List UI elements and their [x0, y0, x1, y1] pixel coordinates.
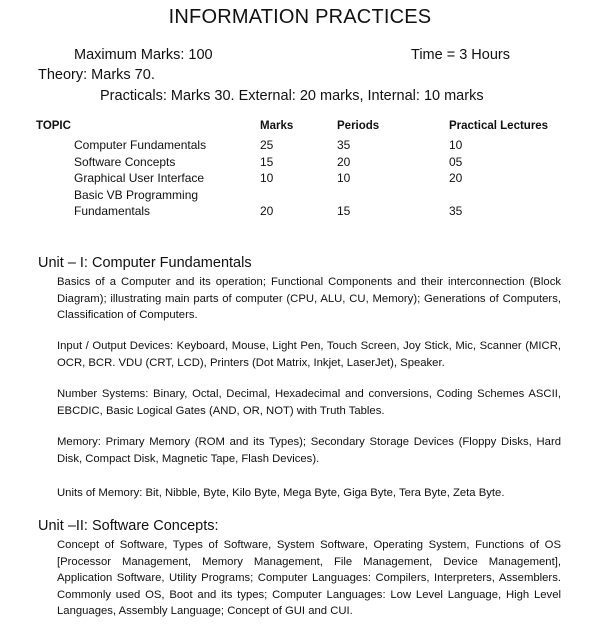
- row-marks: 10: [260, 171, 274, 185]
- table-row: [36, 188, 569, 205]
- row-periods: [337, 188, 449, 205]
- unit-1-paragraph-io-devices: Input / Output Devices: Keyboard, Mouse, Light Pen, Touch Screen, Joy Stick, Mic, Scanner (MICR, OCR, BCR. VDU (CRT, LCD), Printers (Dot Matrix, Inkjet, LaserJet), Speaker.: [57, 340, 561, 369]
- unit-1-heading: Unit – I: Computer Fundamentals: [38, 255, 252, 271]
- row-marks: 25: [260, 138, 274, 152]
- unit-2-heading: Unit –II: Software Concepts:: [38, 518, 219, 534]
- row-periods: 35: [337, 138, 351, 152]
- page-title: INFORMATION PRACTICES: [168, 6, 432, 28]
- row-marks: [260, 188, 337, 205]
- row-periods: 15: [337, 204, 351, 218]
- table-row: [36, 138, 569, 155]
- row-practical: [449, 188, 569, 205]
- topic-table-header: [36, 120, 569, 138]
- practical-marks: Practicals: Marks 30. External: 20 marks, Internal: 10 marks: [100, 88, 484, 104]
- row-practical: 05: [449, 154, 463, 169]
- row-topic: Computer Fundamentals: [74, 138, 207, 152]
- row-practical: 20: [449, 171, 463, 185]
- row-topic: Fundamentals: [74, 204, 151, 218]
- theory-marks: Theory: Marks 70.: [38, 67, 155, 83]
- row-marks: 15: [260, 154, 274, 169]
- row-practical: 10: [449, 138, 463, 152]
- header-periods: Periods: [337, 120, 380, 132]
- header-practical-lectures: Practical Lectures: [449, 120, 549, 132]
- header-topic: TOPIC: [36, 120, 71, 132]
- maximum-marks: Maximum Marks: 100: [74, 47, 213, 63]
- table-row: [36, 204, 569, 221]
- row-topic: Software Concepts: [74, 154, 176, 169]
- row-periods: 10: [337, 171, 351, 185]
- row-topic: Graphical User Interface: [74, 171, 205, 185]
- unit-1-paragraph-units-of-memory: Units of Memory: Bit, Nibble, Byte, Kilo Byte, Mega Byte, Giga Byte, Tera Byte, Zeta Byte.: [57, 487, 505, 499]
- table-row: [36, 171, 569, 188]
- unit-1-paragraph-memory: Memory: Primary Memory (ROM and its Types); Secondary Storage Devices (Floppy Disks, Hard Disk, Compact Disk, Magnetic Tape, Flash Devices).: [57, 436, 561, 465]
- row-practical: 35: [449, 204, 463, 218]
- unit-1-paragraph-number-systems: Number Systems: Binary, Octal, Decimal, Hexadecimal and conversions, Coding Schemes ASCII, EBCDIC, Basic Logical Gates (AND, OR, NOT) with Truth Tables.: [57, 388, 561, 417]
- unit-1-paragraph-basics: Basics of a Computer and its operation; Functional Components and their interconnection (Block Diagram); illustrating main parts of computer (CPU, ALU, CU, Memory); Generations of Computers, Classification of Computers.: [57, 276, 561, 322]
- row-periods: 20: [337, 154, 351, 169]
- unit-2-paragraph-software: Concept of Software, Types of Software, System Software, Operating System, Functions of OS [Processor Management, Memory Management, File Management, Device Management], Application Software, Utility Programs; Computer Languages: Compilers, Interpreters, Assemblers. Commonly used OS, Boot and its types; Computer Languages: Low Level Language, High Level Languages, Assembly Language; Concept of GUI and CUI.: [57, 539, 561, 618]
- topic-table: [36, 120, 569, 221]
- header-marks: Marks: [260, 120, 294, 132]
- table-row: [36, 155, 569, 172]
- row-marks: 20: [260, 204, 274, 218]
- exam-time: Time = 3 Hours: [411, 47, 510, 63]
- row-topic: Basic VB Programming: [74, 187, 199, 202]
